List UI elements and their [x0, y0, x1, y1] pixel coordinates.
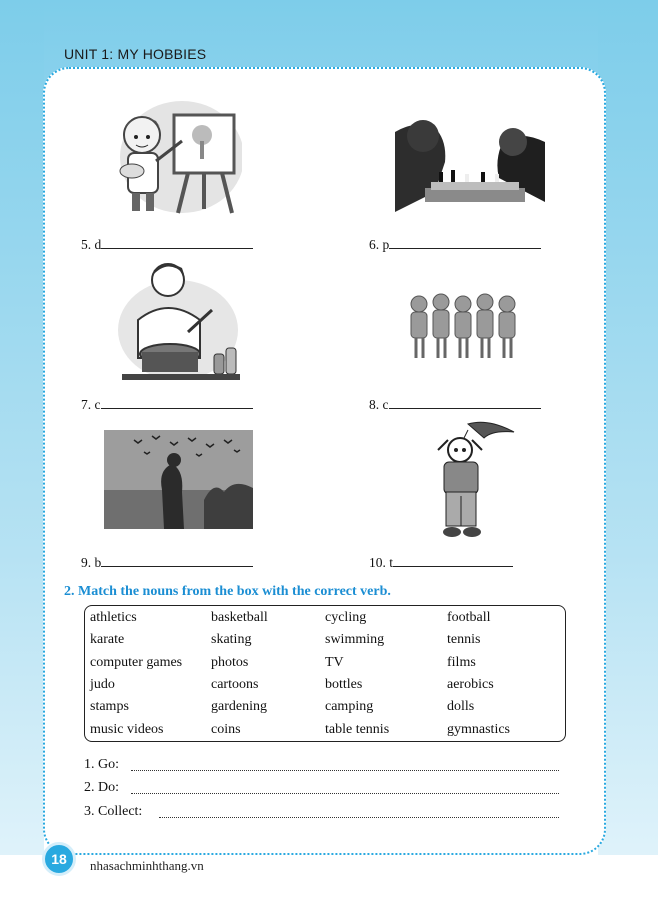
bird-watching-photo: [104, 430, 253, 529]
word-box-item: dolls: [447, 699, 475, 714]
man-cooking-icon: [116, 258, 240, 384]
boy-painting-at-easel-icon: [112, 97, 242, 217]
word-box-item: athletics: [90, 610, 137, 625]
word-box-item: bottles: [325, 677, 363, 692]
word-box-item: camping: [325, 699, 374, 714]
word-box-item: skating: [211, 632, 252, 647]
picture-5-label: 5. d: [81, 236, 253, 253]
page-number: 18: [42, 842, 76, 876]
answer-blank[interactable]: [101, 396, 253, 409]
word-box-item: films: [447, 655, 476, 670]
word-box-item: karate: [90, 632, 125, 647]
word-box-item: judo: [90, 677, 115, 692]
word-box-item: music videos: [90, 722, 164, 737]
word-box-item: table tennis: [325, 722, 390, 737]
word-box-item: basketball: [211, 610, 268, 625]
word-box-item: football: [447, 610, 491, 625]
picture-9-label: 9. b: [81, 554, 253, 571]
picture-8-label: 8. c: [369, 396, 541, 413]
boys-playing-chess-photo: [395, 112, 545, 212]
boy-with-kite-icon: [418, 416, 518, 544]
picture-10-label: 10. t: [369, 554, 513, 571]
page-background-right: [598, 0, 658, 922]
answer-go-line[interactable]: [131, 770, 559, 771]
word-box-item: coins: [211, 722, 241, 737]
answer-do-line[interactable]: [131, 793, 559, 794]
answer-do-label: 2. Do:: [84, 780, 119, 795]
answer-blank[interactable]: [389, 236, 541, 249]
unit-title: UNIT 1: MY HOBBIES: [64, 46, 207, 62]
answer-blank[interactable]: [101, 554, 253, 567]
answer-blank[interactable]: [101, 236, 253, 249]
exercise-2-instruction: 2. Match the nouns from the box with the correct verb.: [64, 584, 391, 599]
picture-6-label: 6. p: [369, 236, 541, 253]
word-box-item: cycling: [325, 610, 367, 625]
dolls-collection-photo: [405, 290, 530, 362]
page-background-left: [0, 0, 44, 922]
picture-7-label: 7. c: [81, 396, 253, 413]
word-box-item: stamps: [90, 699, 129, 714]
word-box-item: swimming: [325, 632, 385, 647]
word-box-item: photos: [211, 655, 249, 670]
website-footer: nhasachminhthang.vn: [90, 858, 204, 873]
word-box-item: computer games: [90, 655, 183, 670]
answer-collect-line[interactable]: [159, 817, 559, 818]
answer-collect-label: 3. Collect:: [84, 804, 143, 819]
word-box-item: gymnastics: [447, 722, 510, 737]
answer-blank[interactable]: [389, 396, 541, 409]
word-box-item: tennis: [447, 632, 481, 647]
word-box-item: aerobics: [447, 677, 494, 692]
word-box-item: cartoons: [211, 677, 259, 692]
answer-go-label: 1. Go:: [84, 757, 119, 772]
answer-blank[interactable]: [393, 554, 513, 567]
word-box-item: gardening: [211, 699, 267, 714]
word-box-item: TV: [325, 655, 344, 670]
